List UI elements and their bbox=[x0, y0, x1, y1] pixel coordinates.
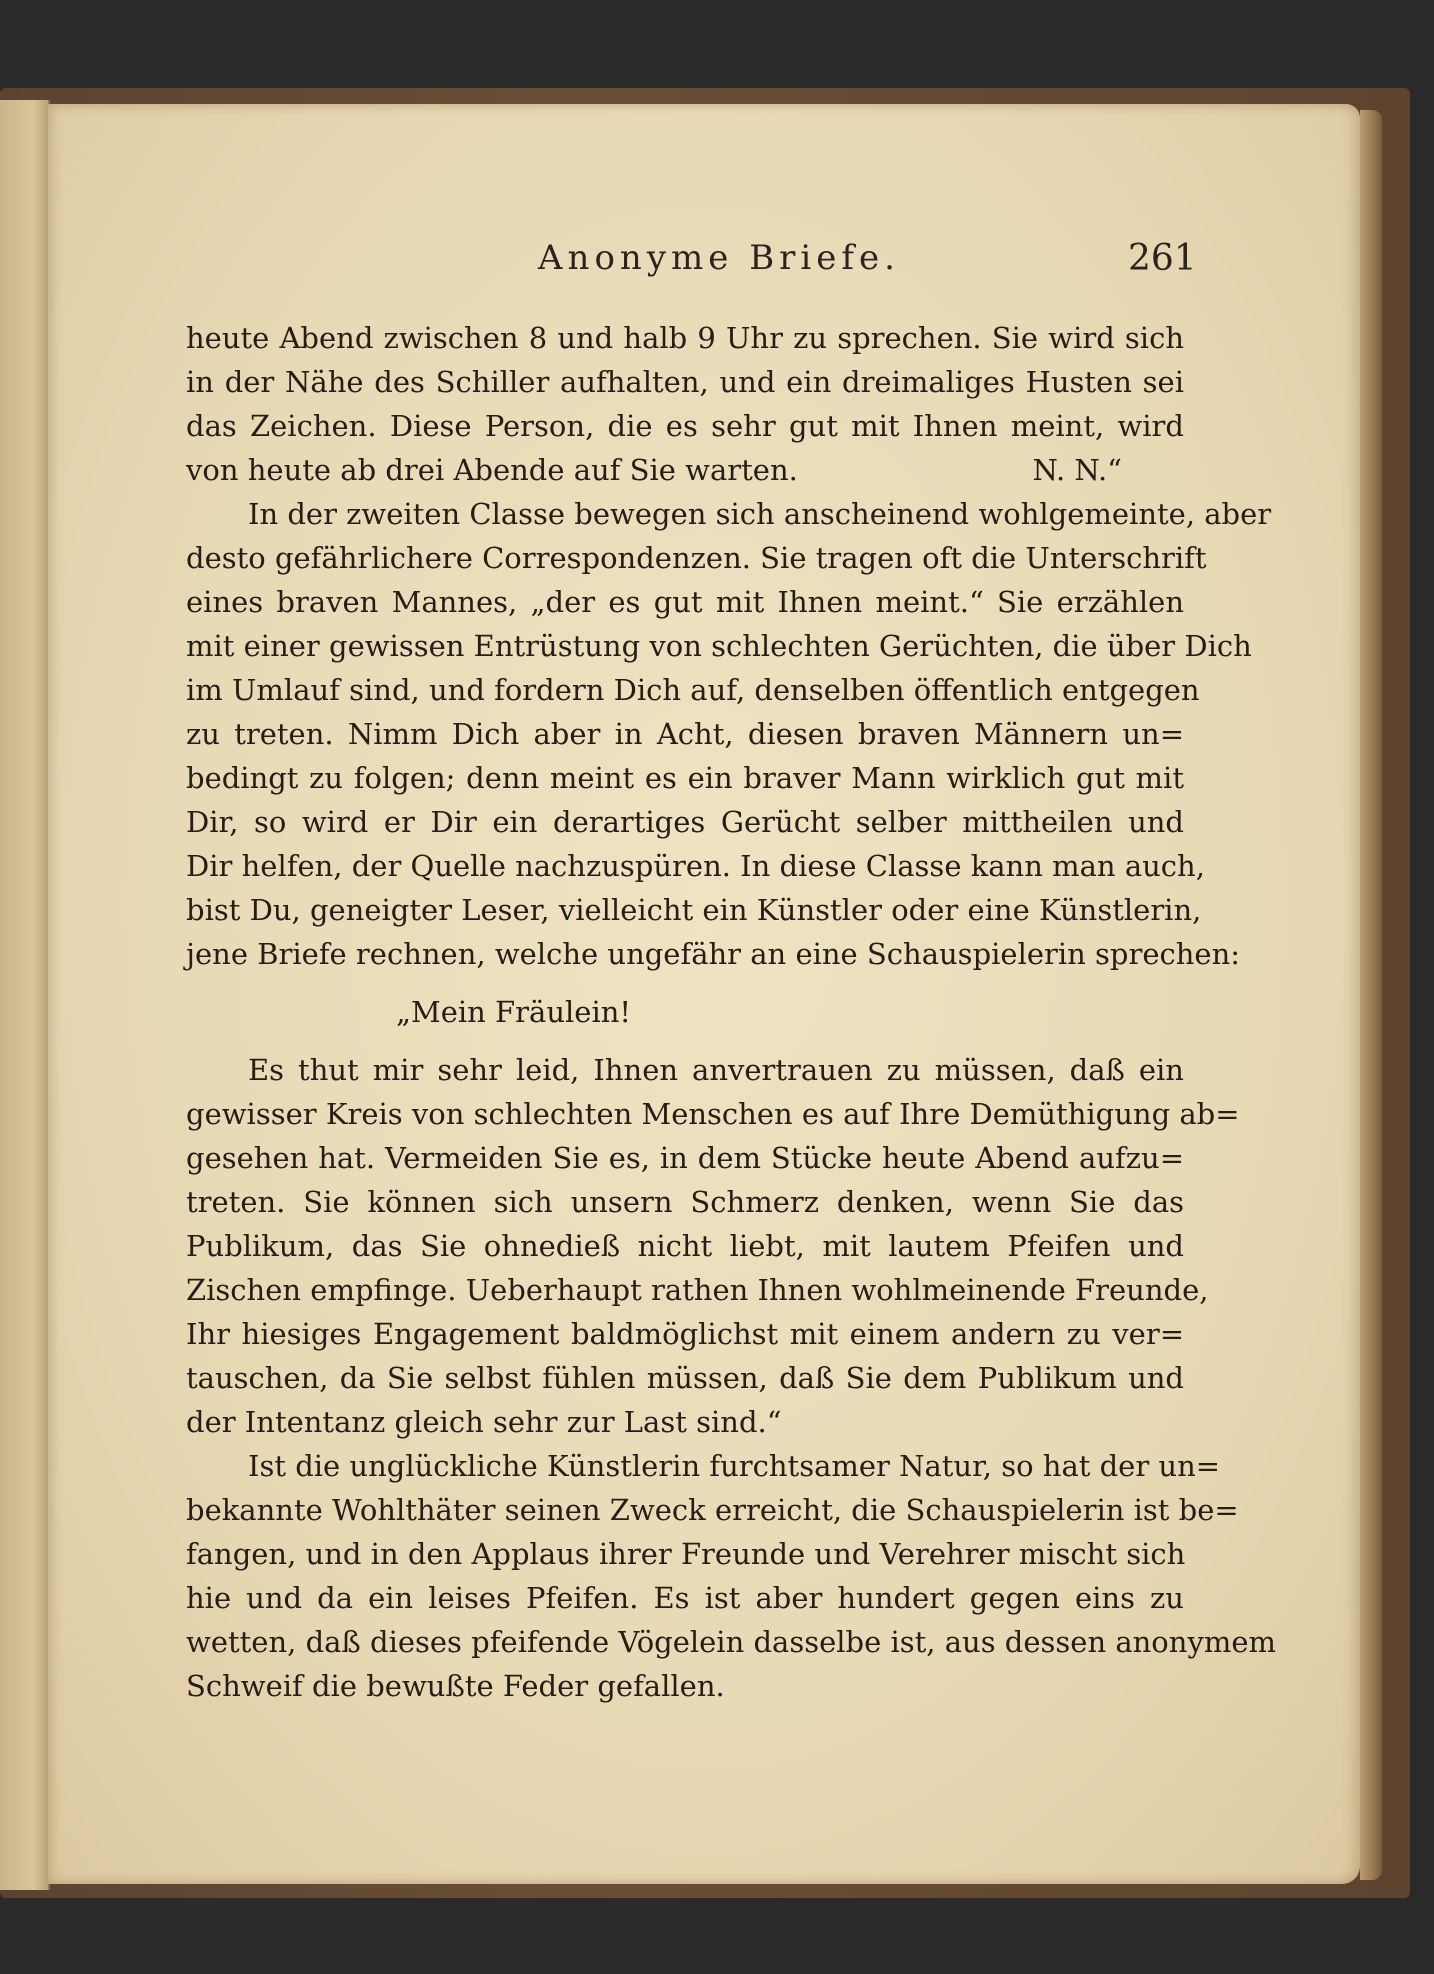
text-line: bekannte Wohlthäter seinen Zweck erreicht, die Schauspielerin ist be= bbox=[186, 1493, 1239, 1527]
letter-signature: N. N.“ bbox=[1032, 453, 1122, 487]
text-line: fangen, und in den Applaus ihrer Freunde und Verehrer mischt sich bbox=[186, 1537, 1186, 1571]
text-line-with-signature bbox=[186, 448, 1184, 492]
page-stack-edge bbox=[1360, 110, 1382, 1880]
text-line: Dir, so wird er Dir ein derartiges Gerücht selber mittheilen und bbox=[186, 805, 1184, 839]
paragraph-start-line: In der zweiten Classe bewegen sich anscheinend wohlgemeinte, aber bbox=[248, 497, 1272, 531]
text-line: desto gefährlichere Correspondenzen. Sie tragen oft die Unterschrift bbox=[186, 541, 1207, 575]
text-line: gewisser Kreis von schlechten Menschen es auf Ihre Demüthigung ab= bbox=[186, 1097, 1240, 1131]
text-line: Zischen empfinge. Ueberhaupt rathen Ihnen wohlmeinende Freunde, bbox=[186, 1273, 1209, 1307]
text-line: heute Abend zwischen 8 und halb 9 Uhr zu sprechen. Sie wird sich bbox=[186, 321, 1184, 355]
page-body-text bbox=[186, 316, 1276, 1708]
text-line: zu treten. Nimm Dich aber in Acht, diesen braven Männern un= bbox=[186, 717, 1184, 751]
text-line: Publikum, das Sie ohnedieß nicht liebt, mit lautem Pfeifen und bbox=[186, 1229, 1184, 1263]
text-line: Ihr hiesiges Engagement baldmöglichst mit einem andern zu ver= bbox=[186, 1317, 1184, 1351]
text-line: der Intentanz gleich sehr zur Last sind.“ bbox=[186, 1405, 782, 1439]
text-line: bist Du, geneigter Leser, vielleicht ein Künstler oder eine Künstlerin, bbox=[186, 893, 1202, 927]
text-line: eines braven Mannes, „der es gut mit Ihnen meint.“ Sie erzählen bbox=[186, 585, 1184, 619]
running-title: Anonyme Briefe. bbox=[538, 238, 900, 278]
page-header bbox=[48, 238, 1360, 292]
text-line: hie und da ein leises Pfeifen. Es ist aber hundert gegen eins zu bbox=[186, 1581, 1184, 1615]
text-line: treten. Sie können sich unsern Schmerz denken, wenn Sie das bbox=[186, 1185, 1184, 1219]
text-line: bedingt zu folgen; denn meint es ein braver Mann wirklich gut mit bbox=[186, 761, 1184, 795]
letter-salutation: „Mein Fräulein! bbox=[396, 995, 632, 1029]
text-line: von heute ab drei Abende auf Sie warten. bbox=[186, 453, 798, 487]
text-line: mit einer gewissen Entrüstung von schlechten Gerüchten, die über Dich bbox=[186, 629, 1252, 663]
text-line: gesehen hat. Vermeiden Sie es, in dem Stücke heute Abend aufzu= bbox=[186, 1141, 1184, 1175]
text-line: Dir helfen, der Quelle nachzuspüren. In diese Classe kann man auch, bbox=[186, 849, 1205, 883]
page-number: 261 bbox=[1128, 238, 1197, 279]
previous-page-strip bbox=[0, 100, 50, 1890]
text-line: wetten, daß dieses pfeifende Vögelein dasselbe ist, aus dessen anonymem bbox=[186, 1625, 1276, 1659]
text-line: im Umlauf sind, und fordern Dich auf, denselben öffentlich entgegen bbox=[186, 673, 1200, 707]
text-line: jene Briefe rechnen, welche ungefähr an eine Schauspielerin sprechen: bbox=[186, 937, 1241, 971]
text-line: in der Nähe des Schiller aufhalten, und ein dreimaliges Husten sei bbox=[186, 365, 1184, 399]
text-line: das Zeichen. Diese Person, die es sehr gut mit Ihnen meint, wird bbox=[186, 409, 1184, 443]
text-line: tauschen, da Sie selbst fühlen müssen, daß Sie dem Publikum und bbox=[186, 1361, 1184, 1395]
paragraph-start-line: Es thut mir sehr leid, Ihnen anvertrauen zu müssen, daß ein bbox=[248, 1053, 1184, 1087]
text-line: Schweif die bewußte Feder gefallen. bbox=[186, 1669, 725, 1703]
paragraph-start-line: Ist die unglückliche Künstlerin furchtsamer Natur, so hat der un= bbox=[248, 1449, 1221, 1483]
